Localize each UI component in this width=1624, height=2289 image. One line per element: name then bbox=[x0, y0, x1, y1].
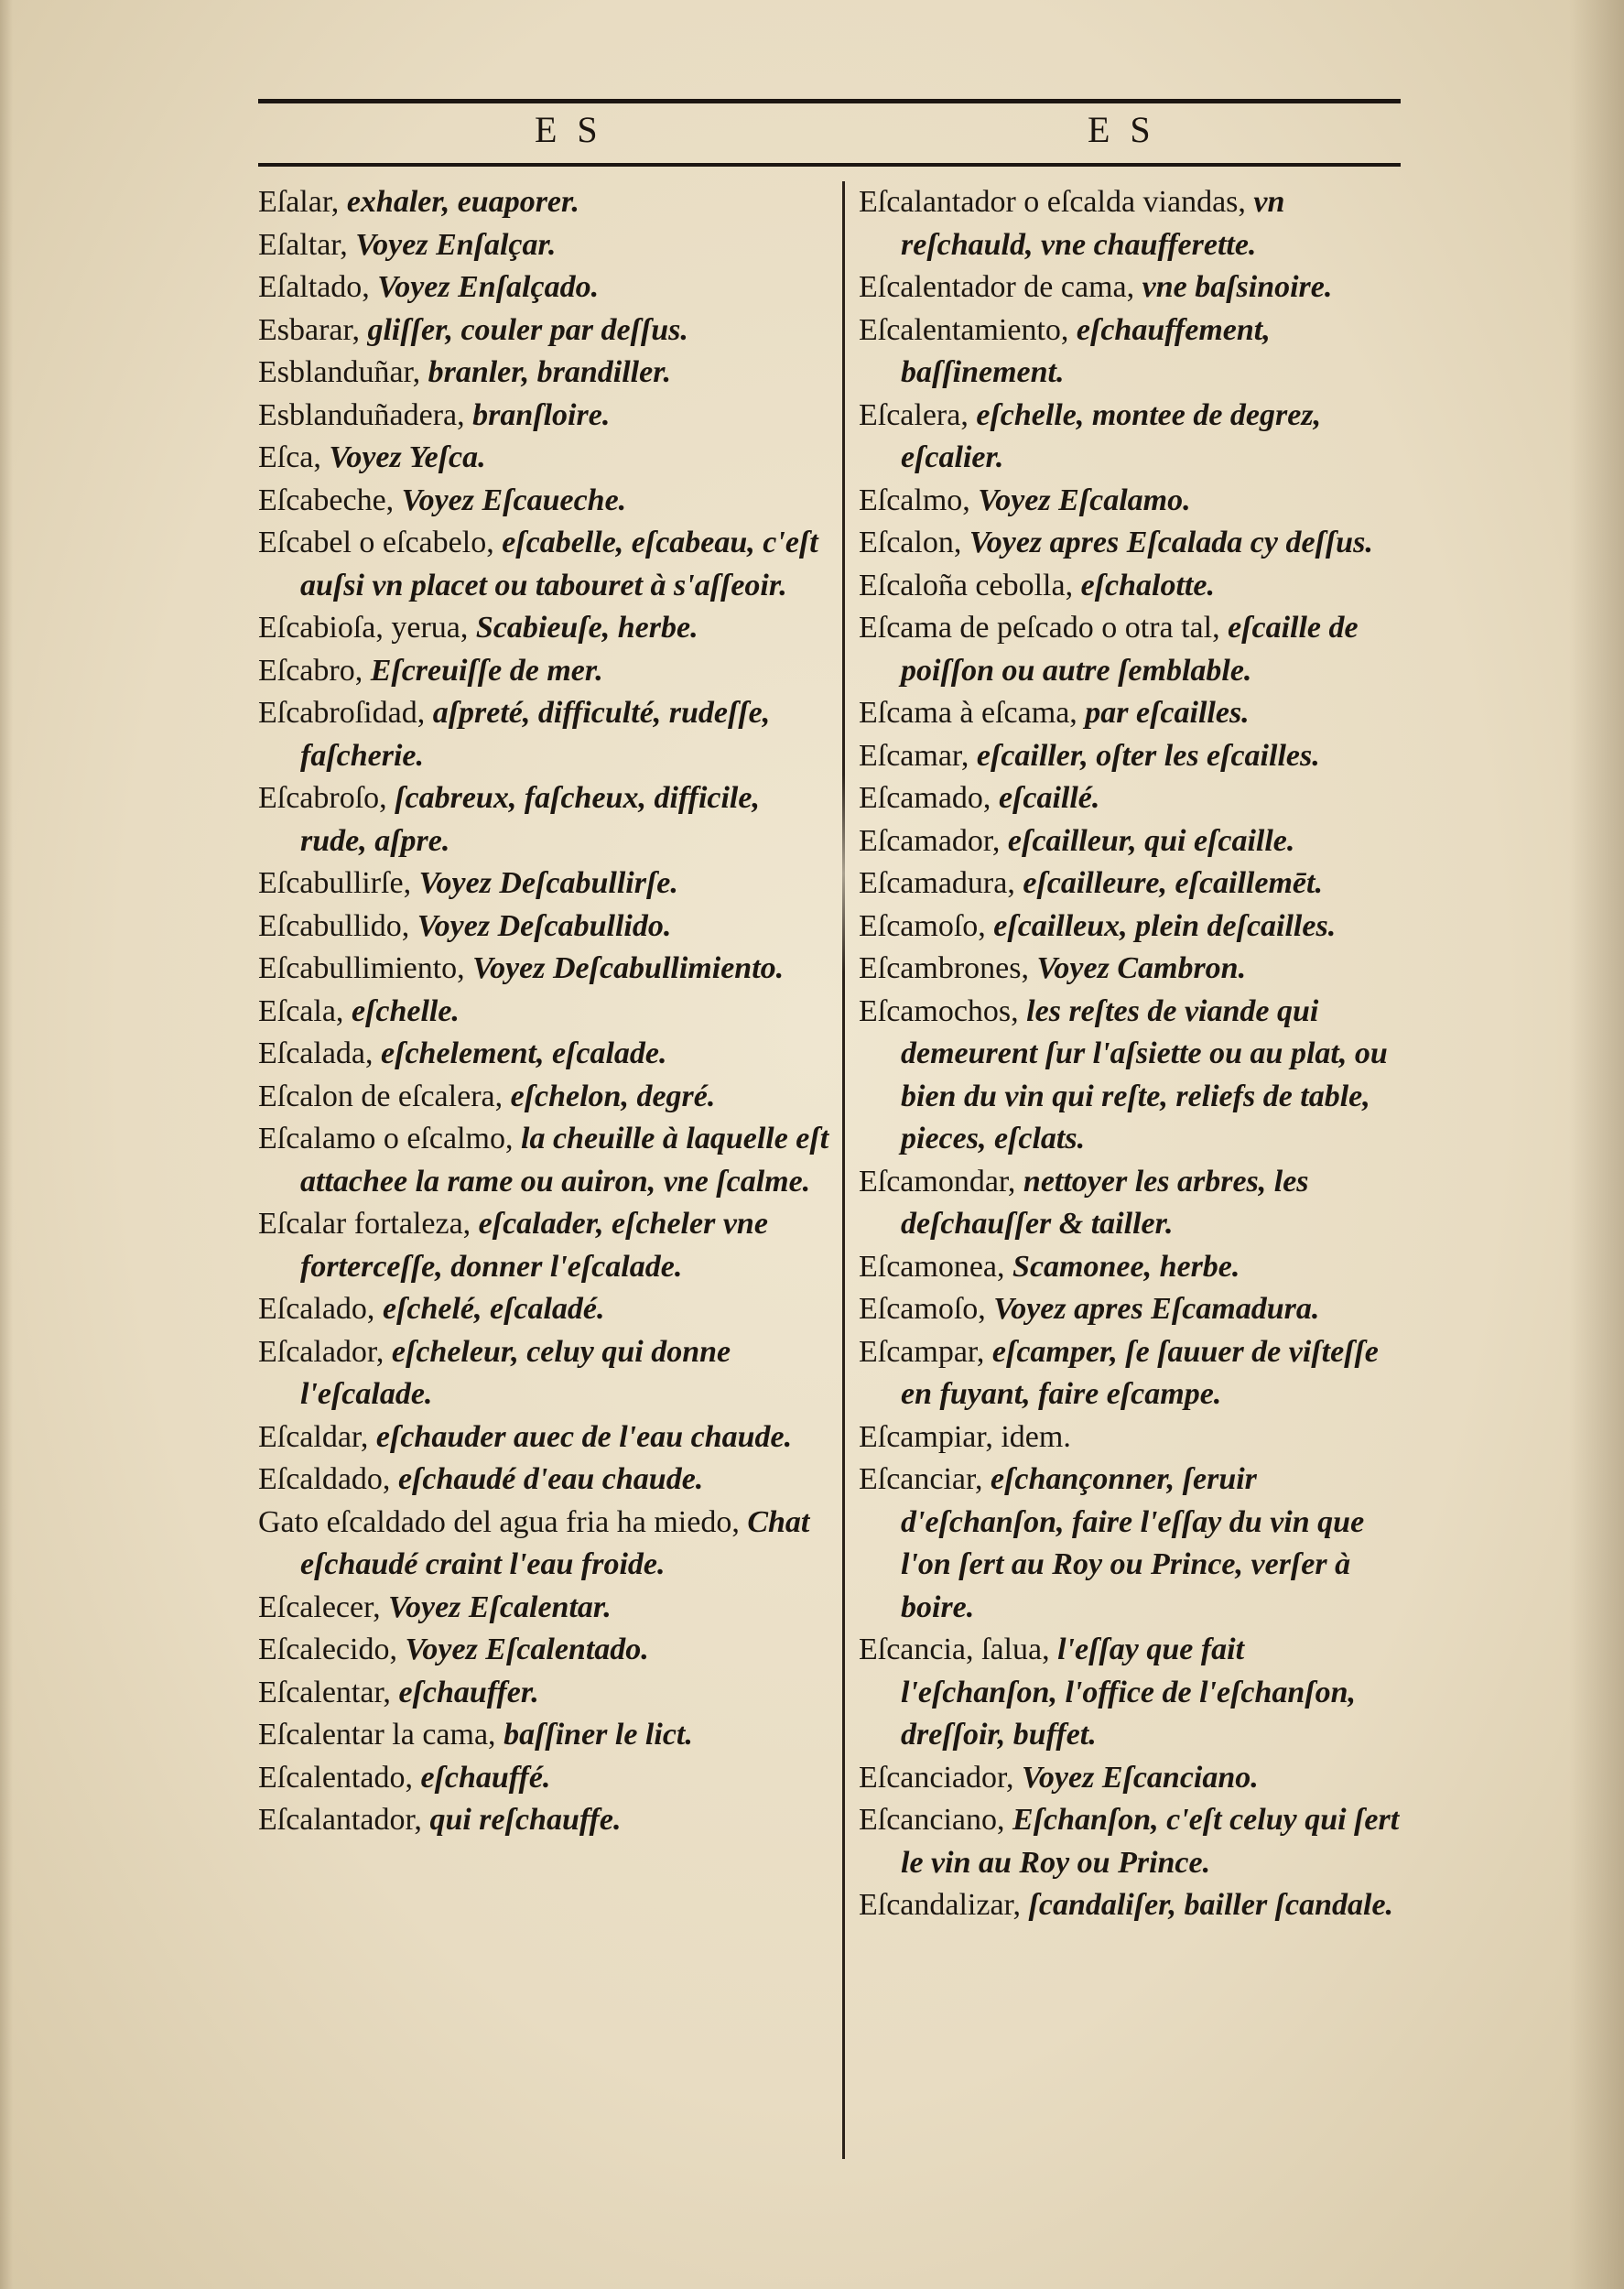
dictionary-entry bbox=[859, 1459, 1408, 1629]
entry-definition: par eſcailles. bbox=[1085, 696, 1250, 730]
entry-headword: Eſcabroſo, bbox=[258, 781, 395, 815]
entry-definition: l'eſſay que fait l'eſchanſon, l'office de l'eſchanſon, dreſſoir, buffet. bbox=[901, 1633, 1357, 1752]
left-column bbox=[258, 181, 829, 1842]
dictionary-entry bbox=[258, 266, 829, 309]
entry-definition: Scabieuſe, herbe. bbox=[475, 611, 698, 645]
column-divider bbox=[842, 181, 845, 2159]
dictionary-entry bbox=[258, 1076, 829, 1119]
entry-headword: Eſcalador, bbox=[258, 1334, 392, 1369]
page-left-edge bbox=[0, 0, 13, 2289]
entry-definition: eſchançonner, ſeruir d'eſchanſon, faire l'eſſay du vin que l'on ſert au Roy ou Prince, verſer à boire. bbox=[901, 1462, 1365, 1624]
entry-definition: Voyez Eſcaueche. bbox=[401, 483, 627, 517]
entry-headword: Eſaltar, bbox=[258, 227, 356, 262]
dictionary-entry bbox=[258, 309, 829, 353]
entry-definition: ſcandaliſer, bailler ſcandale. bbox=[1028, 1888, 1394, 1922]
dictionary-entry bbox=[859, 607, 1408, 692]
dictionary-entry bbox=[859, 1161, 1408, 1246]
page-right-edge bbox=[1569, 0, 1624, 2289]
entry-definition: eſcalader, eſcheler vne forterceſſe, donner l'eſcalade. bbox=[300, 1207, 768, 1284]
entry-definition: Eſcreuiſſe de mer. bbox=[370, 653, 603, 688]
dictionary-entry bbox=[258, 224, 829, 267]
entry-headword: Eſcalon de eſcalera, bbox=[258, 1079, 511, 1113]
entry-definition: eſchelle, montee de degrez, eſcalier. bbox=[901, 397, 1322, 474]
entry-headword: Eſcabeche, bbox=[258, 483, 402, 517]
dictionary-entry bbox=[859, 692, 1408, 735]
entry-definition: eſchelon, degré. bbox=[510, 1079, 716, 1113]
dictionary-entry bbox=[859, 1288, 1408, 1331]
dictionary-entry bbox=[258, 862, 829, 906]
entry-definition: vn reſchauld, vne chaufferette. bbox=[901, 185, 1285, 262]
entry-headword: Esblanduñadera, bbox=[258, 397, 473, 432]
entry-definition: Voyez Enſalçado. bbox=[377, 270, 600, 304]
entry-definition: eſcailleux, plein deſcailles. bbox=[993, 908, 1337, 943]
dictionary-entry bbox=[258, 1587, 829, 1630]
entry-headword: Eſcanciador, bbox=[859, 1760, 1022, 1795]
entry-definition: ſcabreux, faſcheux, difficile, rude, aſpre. bbox=[300, 781, 760, 858]
dictionary-entry bbox=[258, 692, 829, 777]
entry-headword: Eſcampar, bbox=[859, 1334, 992, 1369]
entry-headword: Esbarar, bbox=[258, 312, 368, 347]
entry-definition: eſcailleure, eſcaillemēt. bbox=[1023, 866, 1323, 900]
entry-definition: eſcabelle, eſcabeau, c'eſt auſsi vn placet ou tabouret à s'aſſeoir. bbox=[300, 526, 818, 602]
entry-definition: eſchauffement, baſſinement. bbox=[901, 312, 1271, 389]
entry-headword: Eſcama de peſcado o otra tal, bbox=[859, 611, 1229, 645]
entry-headword: Eſcamado, bbox=[859, 781, 999, 815]
entry-definition: eſcailler, oſter les eſcailles. bbox=[976, 738, 1320, 773]
dictionary-entry bbox=[859, 480, 1408, 523]
dictionary-entry bbox=[258, 1757, 829, 1800]
entry-definition: Voyez Eſcalentado. bbox=[405, 1633, 649, 1666]
entry-definition: Voyez Eſcalamo. bbox=[978, 483, 1191, 517]
dictionary-entry bbox=[859, 820, 1408, 863]
dictionary-entry bbox=[859, 1331, 1408, 1416]
entry-headword: Eſalar, bbox=[258, 185, 347, 219]
dictionary-entry bbox=[859, 565, 1408, 608]
dictionary-entry bbox=[258, 1672, 829, 1715]
entry-headword: Eſcamadura, bbox=[859, 866, 1023, 900]
entry-headword: Eſcambrones, bbox=[859, 951, 1037, 985]
dictionary-entry bbox=[859, 395, 1408, 480]
dictionary-entry bbox=[859, 1884, 1408, 1927]
dictionary-entry bbox=[258, 352, 829, 395]
entry-definition: branſloire. bbox=[472, 397, 611, 432]
entry-definition: exhaler, euaporer. bbox=[346, 185, 579, 219]
entry-definition: eſchauffer. bbox=[398, 1675, 539, 1709]
dictionary-entry bbox=[258, 906, 829, 949]
entry-headword: Eſcalentar la cama, bbox=[258, 1718, 504, 1752]
dictionary-entry bbox=[258, 650, 829, 693]
entry-headword: Eſcabro, bbox=[258, 653, 371, 688]
entry-headword: Eſcanciano, bbox=[859, 1803, 1013, 1837]
entry-definition: eſchaudé d'eau chaude. bbox=[397, 1462, 704, 1496]
entry-definition: Voyez Eſcalentar. bbox=[388, 1589, 612, 1624]
entry-definition: Voyez Deſcabullirſe. bbox=[418, 866, 678, 900]
entry-definition: la cheuille à laquelle eſt attachee la rame ou auiron, vne ſcalme. bbox=[300, 1122, 829, 1199]
entry-definition: eſchelle. bbox=[351, 993, 460, 1028]
entry-headword: Eſcala, bbox=[258, 993, 352, 1028]
entry-definition: aſpreté, difficulté, rudeſſe, faſcherie. bbox=[300, 696, 771, 773]
entry-headword: Eſcamondar, bbox=[859, 1164, 1023, 1199]
entry-headword: Eſcabullido, bbox=[258, 908, 417, 943]
dictionary-entry bbox=[859, 991, 1408, 1161]
dictionary-entry bbox=[859, 181, 1408, 266]
entry-headword: Eſcancia, ſalua, bbox=[859, 1633, 1058, 1666]
dictionary-entry bbox=[859, 522, 1408, 565]
entry-headword: Eſcalar fortaleza, bbox=[258, 1207, 479, 1241]
entry-headword: Eſcalon, bbox=[859, 526, 969, 559]
entry-definition: qui reſchauffe. bbox=[429, 1803, 622, 1837]
entry-definition: eſcheleur, celuy qui donne l'eſcalade. bbox=[300, 1334, 731, 1411]
dictionary-entry bbox=[258, 1033, 829, 1076]
right-column bbox=[859, 181, 1408, 1927]
entry-definition: eſchauder auec de l'eau chaude. bbox=[375, 1419, 793, 1454]
entry-definition: eſchelement, eſcalade. bbox=[381, 1036, 667, 1070]
dictionary-entry bbox=[258, 948, 829, 991]
entry-definition: baſſiner le lict. bbox=[503, 1718, 693, 1752]
entry-headword: Esblanduñar, bbox=[258, 355, 428, 389]
dictionary-entry bbox=[859, 1246, 1408, 1289]
dictionary-entry bbox=[258, 1288, 829, 1331]
dictionary-entry bbox=[258, 1416, 829, 1459]
entry-headword: Eſcalada, bbox=[258, 1036, 382, 1070]
entry-definition: eſcaillé. bbox=[998, 781, 1100, 815]
dictionary-entry bbox=[258, 1502, 829, 1587]
entry-headword: Eſcalentar, bbox=[258, 1675, 399, 1709]
entry-definition: les reſtes de viande qui demeurent ſur l'aſsiette ou au plat, ou bien du vin qui reſte, reliefs de table, pieces, eſclats. bbox=[901, 993, 1388, 1155]
dictionary-entry bbox=[859, 1629, 1408, 1757]
dictionary-entry bbox=[859, 948, 1408, 991]
entry-definition: Voyez Deſcabullido. bbox=[417, 908, 672, 943]
dictionary-entry bbox=[258, 1629, 829, 1672]
entry-headword: Eſcalentado, bbox=[258, 1760, 421, 1795]
entry-headword: Eſcalera, bbox=[859, 397, 977, 432]
entry-definition: vne baſsinoire. bbox=[1142, 270, 1333, 304]
dictionary-entry bbox=[258, 1203, 829, 1288]
entry-headword: Eſcalecido, bbox=[258, 1633, 406, 1666]
header-rule-top bbox=[258, 99, 1401, 103]
dictionary-entry bbox=[859, 309, 1408, 395]
entry-headword: Gato eſcaldado del agua fria ha miedo, bbox=[258, 1504, 748, 1539]
dictionary-entry bbox=[258, 181, 829, 224]
entry-headword: Eſcabullirſe, bbox=[258, 866, 419, 900]
entry-headword: Eſcalamo o eſcalmo, bbox=[258, 1122, 521, 1155]
dictionary-entry bbox=[859, 777, 1408, 820]
entry-headword: Eſca, bbox=[258, 440, 330, 474]
entry-definition: branler, brandiller. bbox=[428, 355, 672, 389]
entry-headword: Eſcamoſo, bbox=[859, 1292, 994, 1326]
entry-definition: Voyez apres Eſcalada cy deſſus. bbox=[969, 526, 1373, 559]
entry-headword: Eſcaldar, bbox=[258, 1419, 376, 1454]
entry-headword: Eſcamar, bbox=[859, 738, 977, 773]
entry-definition: eſchelé, eſcaladé. bbox=[382, 1292, 605, 1326]
entry-definition: eſchalotte. bbox=[1080, 568, 1215, 602]
dictionary-entry bbox=[258, 1459, 829, 1502]
entry-headword: Eſcabullimiento, bbox=[258, 951, 473, 985]
entry-definition: Voyez Cambron. bbox=[1036, 951, 1247, 985]
entry-headword: Eſcabioſa, yerua, bbox=[258, 611, 476, 645]
entry-definition: Eſchanſon, c'eſt celuy qui ſert le vin au Roy ou Prince. bbox=[901, 1803, 1400, 1880]
dictionary-entry bbox=[258, 1331, 829, 1416]
entry-headword: Eſcama à eſcama, bbox=[859, 696, 1086, 730]
entry-headword: Eſcabel o eſcabelo, bbox=[258, 526, 503, 559]
dictionary-entry bbox=[859, 735, 1408, 778]
entry-headword: Eſcalentamiento, bbox=[859, 312, 1077, 347]
running-header-right: E S bbox=[1088, 109, 1156, 150]
dictionary-entry bbox=[859, 1799, 1408, 1884]
entry-definition: eſchauffé. bbox=[420, 1760, 551, 1795]
entry-headword: Eſcalado, bbox=[258, 1292, 383, 1326]
dictionary-entry bbox=[258, 395, 829, 438]
entry-definition: Voyez apres Eſcamadura. bbox=[993, 1292, 1320, 1326]
entry-headword: Eſcabroſidad, bbox=[258, 696, 433, 730]
entry-headword: Eſcalentador de cama, bbox=[859, 270, 1142, 304]
entry-definition: Voyez Eſcanciano. bbox=[1022, 1760, 1259, 1795]
entry-definition: Voyez Enſalçar. bbox=[355, 227, 557, 262]
entry-headword: Eſcamochos, bbox=[859, 993, 1027, 1028]
entry-headword: Eſaltado, bbox=[258, 270, 378, 304]
entry-definition: nettoyer les arbres, les deſchauſſer & tailler. bbox=[901, 1164, 1309, 1241]
entry-headword: Eſcalmo, bbox=[859, 483, 979, 517]
entry-definition: eſcaille de poiſſon ou autre ſemblable. bbox=[901, 611, 1359, 688]
entry-headword: Eſcalantador o eſcalda viandas, bbox=[859, 185, 1254, 219]
dictionary-entry bbox=[258, 991, 829, 1034]
entry-definition: Voyez Deſcabullimiento. bbox=[472, 951, 785, 985]
dictionary-entry bbox=[258, 437, 829, 480]
running-header-left: E S bbox=[535, 109, 603, 150]
entry-definition: Scamonee, herbe. bbox=[1012, 1249, 1240, 1284]
dictionary-entry bbox=[859, 1416, 1408, 1459]
dictionary-entry bbox=[859, 266, 1408, 309]
entry-headword: Eſcandalizar, bbox=[859, 1888, 1029, 1922]
entry-headword: Eſcamonea, bbox=[859, 1249, 1013, 1284]
dictionary-entry bbox=[258, 1714, 829, 1757]
entry-headword: Eſcalantador, bbox=[258, 1803, 430, 1837]
dictionary-entry bbox=[258, 522, 829, 607]
entry-headword: Eſcanciar, bbox=[859, 1462, 991, 1496]
dictionary-entry bbox=[859, 906, 1408, 949]
entry-headword: Eſcamoſo, bbox=[859, 908, 994, 943]
entry-definition: eſcailleur, qui eſcaille. bbox=[1007, 823, 1295, 858]
entry-headword: Eſcampiar, idem. bbox=[859, 1419, 1071, 1454]
entry-definition: eſcamper, ſe ſauuer de viſteſſe en fuyant, faire eſcampe. bbox=[901, 1334, 1379, 1411]
entry-headword: Eſcaldado, bbox=[258, 1462, 398, 1496]
entry-headword: Eſcamador, bbox=[859, 823, 1008, 858]
entry-headword: Eſcaloña cebolla, bbox=[859, 568, 1081, 602]
dictionary-entry bbox=[258, 777, 829, 862]
dictionary-entry bbox=[258, 1118, 829, 1203]
dictionary-entry bbox=[258, 607, 829, 650]
entry-definition: Voyez Yeſca. bbox=[329, 440, 486, 474]
header-rule-bottom bbox=[258, 163, 1401, 167]
dictionary-entry bbox=[859, 1757, 1408, 1800]
entry-definition: Chat eſchaudé craint l'eau froide. bbox=[300, 1504, 810, 1581]
entry-definition: gliſſer, couler par deſſus. bbox=[367, 312, 688, 347]
dictionary-entry bbox=[258, 480, 829, 523]
dictionary-entry bbox=[258, 1799, 829, 1842]
dictionary-entry bbox=[859, 862, 1408, 906]
entry-headword: Eſcalecer, bbox=[258, 1589, 389, 1624]
